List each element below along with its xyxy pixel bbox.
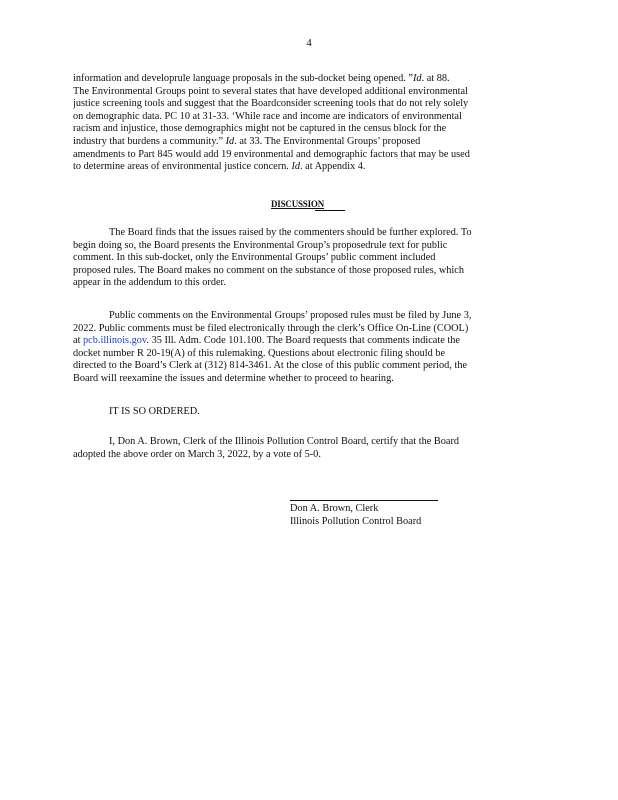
comments-paragraph	[73, 310, 535, 386]
certification-paragraph	[73, 436, 535, 461]
intro-line: to determine areas of environmental justice concern.	[73, 161, 289, 173]
comments-line: Board will reexamine the issues and determine whether to proceed to hearing.	[73, 372, 394, 384]
intro-paragraph	[73, 73, 535, 174]
intro-line: justice screening tools and suggest that the Boardconsider screening tools that do not rely solely	[73, 98, 469, 110]
comments-line: directed to the Board’s Clerk at (312) 814-3461. At the close of this public comment period, the	[73, 360, 468, 372]
intro-line: . at 88.	[421, 73, 450, 84]
discussion-paragraph	[73, 227, 535, 290]
comments-line: . 35 Ill. Adm. Code 101.100. The Board requests that comments indicate the	[146, 335, 460, 347]
signature-org: Illinois Pollution Control Board	[290, 516, 422, 527]
discussion-heading: DISCUSSION	[271, 199, 325, 209]
page-number: 4	[306, 37, 312, 49]
intro-line: The Environmental Groups point to several states that have developed additional environmental	[73, 85, 468, 97]
signature-line	[290, 500, 438, 501]
comments-line: at	[73, 335, 81, 347]
comments-line: 2022. Public comments must be filed electronically through the clerk’s Office On-Line (COOL)	[73, 322, 469, 334]
intro-line: amendments to Part 845 would add 19 environmental and demographic factors that may be used	[73, 148, 470, 160]
discussion-line: comment. In this sub-docket, only the Environmental Groups’ public comment included	[73, 252, 436, 264]
citation-id: Id	[291, 161, 301, 173]
comments-line: docket number R 20-19(A) of this rulemaking. Questions about electronic filing should be	[73, 347, 446, 359]
intro-line: racism and injustice, those demographics might not be captured in the census block for the	[73, 123, 447, 135]
intro-line: . at Appendix 4.	[300, 161, 366, 173]
certification-line: adopted the above order on March 3, 2022, by a vote of 5-0.	[73, 448, 321, 460]
heading-underline	[315, 210, 345, 211]
certification-line: I, Don A. Brown, Clerk of the Illinois Pollution Control Board, certify that the Board	[109, 436, 460, 447]
discussion-line: The Board finds that the issues raised by the commenters should be further explored. To	[109, 227, 472, 238]
so-ordered	[73, 406, 535, 419]
so-ordered-text: IT IS SO ORDERED.	[109, 406, 200, 417]
intro-line: on demographic data. PC 10 at 31-33. ‘While race and income are indicators of environmental	[73, 110, 462, 122]
discussion-line: appear in the addendum to this order.	[73, 277, 226, 289]
discussion-line: proposed rules. The Board makes no comment on the substance of those proposed rules, which	[73, 264, 465, 276]
citation-id: Id	[225, 135, 235, 147]
signature-name: Don A. Brown, Clerk	[290, 503, 379, 514]
pcb-website-link[interactable]: pcb.illinois.gov	[83, 335, 147, 347]
citation-id: Id	[412, 73, 422, 84]
comments-line: Public comments on the Environmental Groups’ proposed rules must be filed by June 3,	[109, 310, 472, 321]
intro-line: . at 33. The Environmental Groups’ proposed	[234, 135, 421, 147]
intro-line: industry that burdens a community.”	[73, 135, 224, 147]
intro-line: information and developrule language proposals in the sub-docket being opened. ”	[73, 73, 413, 84]
discussion-line: begin doing so, the Board presents the Environmental Group’s proposedrule text for public	[73, 239, 448, 251]
